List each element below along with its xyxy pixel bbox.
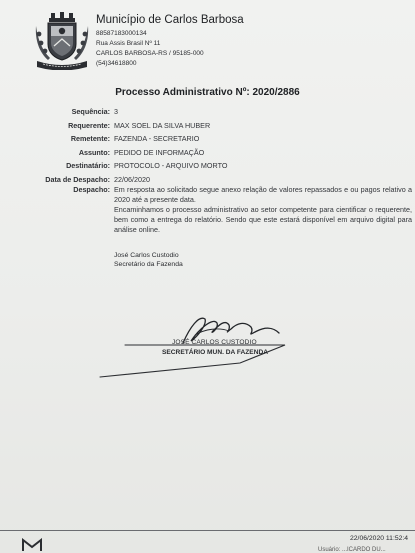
signature-name: JOSÉ CARLOS CUSTODIO bbox=[172, 339, 257, 346]
cnpj-number: 88587183000134 bbox=[96, 30, 147, 37]
city-postal-code: CARLOS BARBOSA-RS / 95185-000 bbox=[96, 50, 204, 57]
process-title: Processo Administrativo Nº: 2020/2886 bbox=[115, 87, 300, 98]
footer-user-text: Usuário: ...ICARDO DU... bbox=[318, 547, 386, 553]
signature-role: SECRETÁRIO MUN. DA FAZENDA bbox=[162, 349, 268, 356]
field-label: Assunto: bbox=[78, 147, 110, 157]
footer-datetime: 22/06/2020 11:52:4 bbox=[350, 535, 409, 542]
field-value: 3 bbox=[114, 107, 118, 116]
municipality-name: Município de Carlos Barbosa bbox=[96, 14, 244, 26]
m-logo-icon bbox=[22, 538, 42, 552]
dispatch-text bbox=[114, 185, 412, 235]
field-value: PROTOCOLO - ARQUIVO MORTO bbox=[114, 161, 228, 170]
phone-number: (54)34618800 bbox=[96, 60, 137, 67]
field-label: Data de Despacho: bbox=[45, 174, 110, 184]
field-label: Destinatário: bbox=[66, 161, 110, 170]
field-value: PEDIDO DE INFORMAÇÃO bbox=[114, 147, 205, 157]
coat-of-arms-logo bbox=[34, 12, 90, 70]
street-address: Rua Assis Brasil Nº 11 bbox=[96, 40, 161, 47]
signer-block bbox=[114, 251, 183, 269]
field-label: Remetente: bbox=[70, 134, 110, 143]
dispatch-paragraph: Encaminhamos o processo administrativo ao setor competente para cientificar o requerente, bem como a entrega do relatório. Sendo que este estará disponível em arquivo digital para análise online. bbox=[114, 205, 412, 234]
dispatch-paragraph: Em resposta ao solicitado segue anexo relação de valores repassados e ou pagos relativo a 2020 até a presente data. bbox=[114, 185, 412, 204]
field-value: MAX SOEL DA SILVA HUBER bbox=[114, 120, 211, 130]
field-value: 22/06/2020 bbox=[114, 174, 150, 184]
signer-name: José Carlos Custodio bbox=[114, 252, 179, 259]
letterhead bbox=[96, 13, 244, 69]
field-label: Sequência: bbox=[71, 107, 110, 116]
signer-role: Secretário da Fazenda bbox=[114, 261, 183, 268]
footer-divider bbox=[0, 530, 415, 531]
field-value: FAZENDA - SECRETARIO bbox=[114, 134, 200, 143]
field-label: Requerente: bbox=[68, 120, 110, 130]
field-label: Despacho: bbox=[73, 185, 110, 194]
